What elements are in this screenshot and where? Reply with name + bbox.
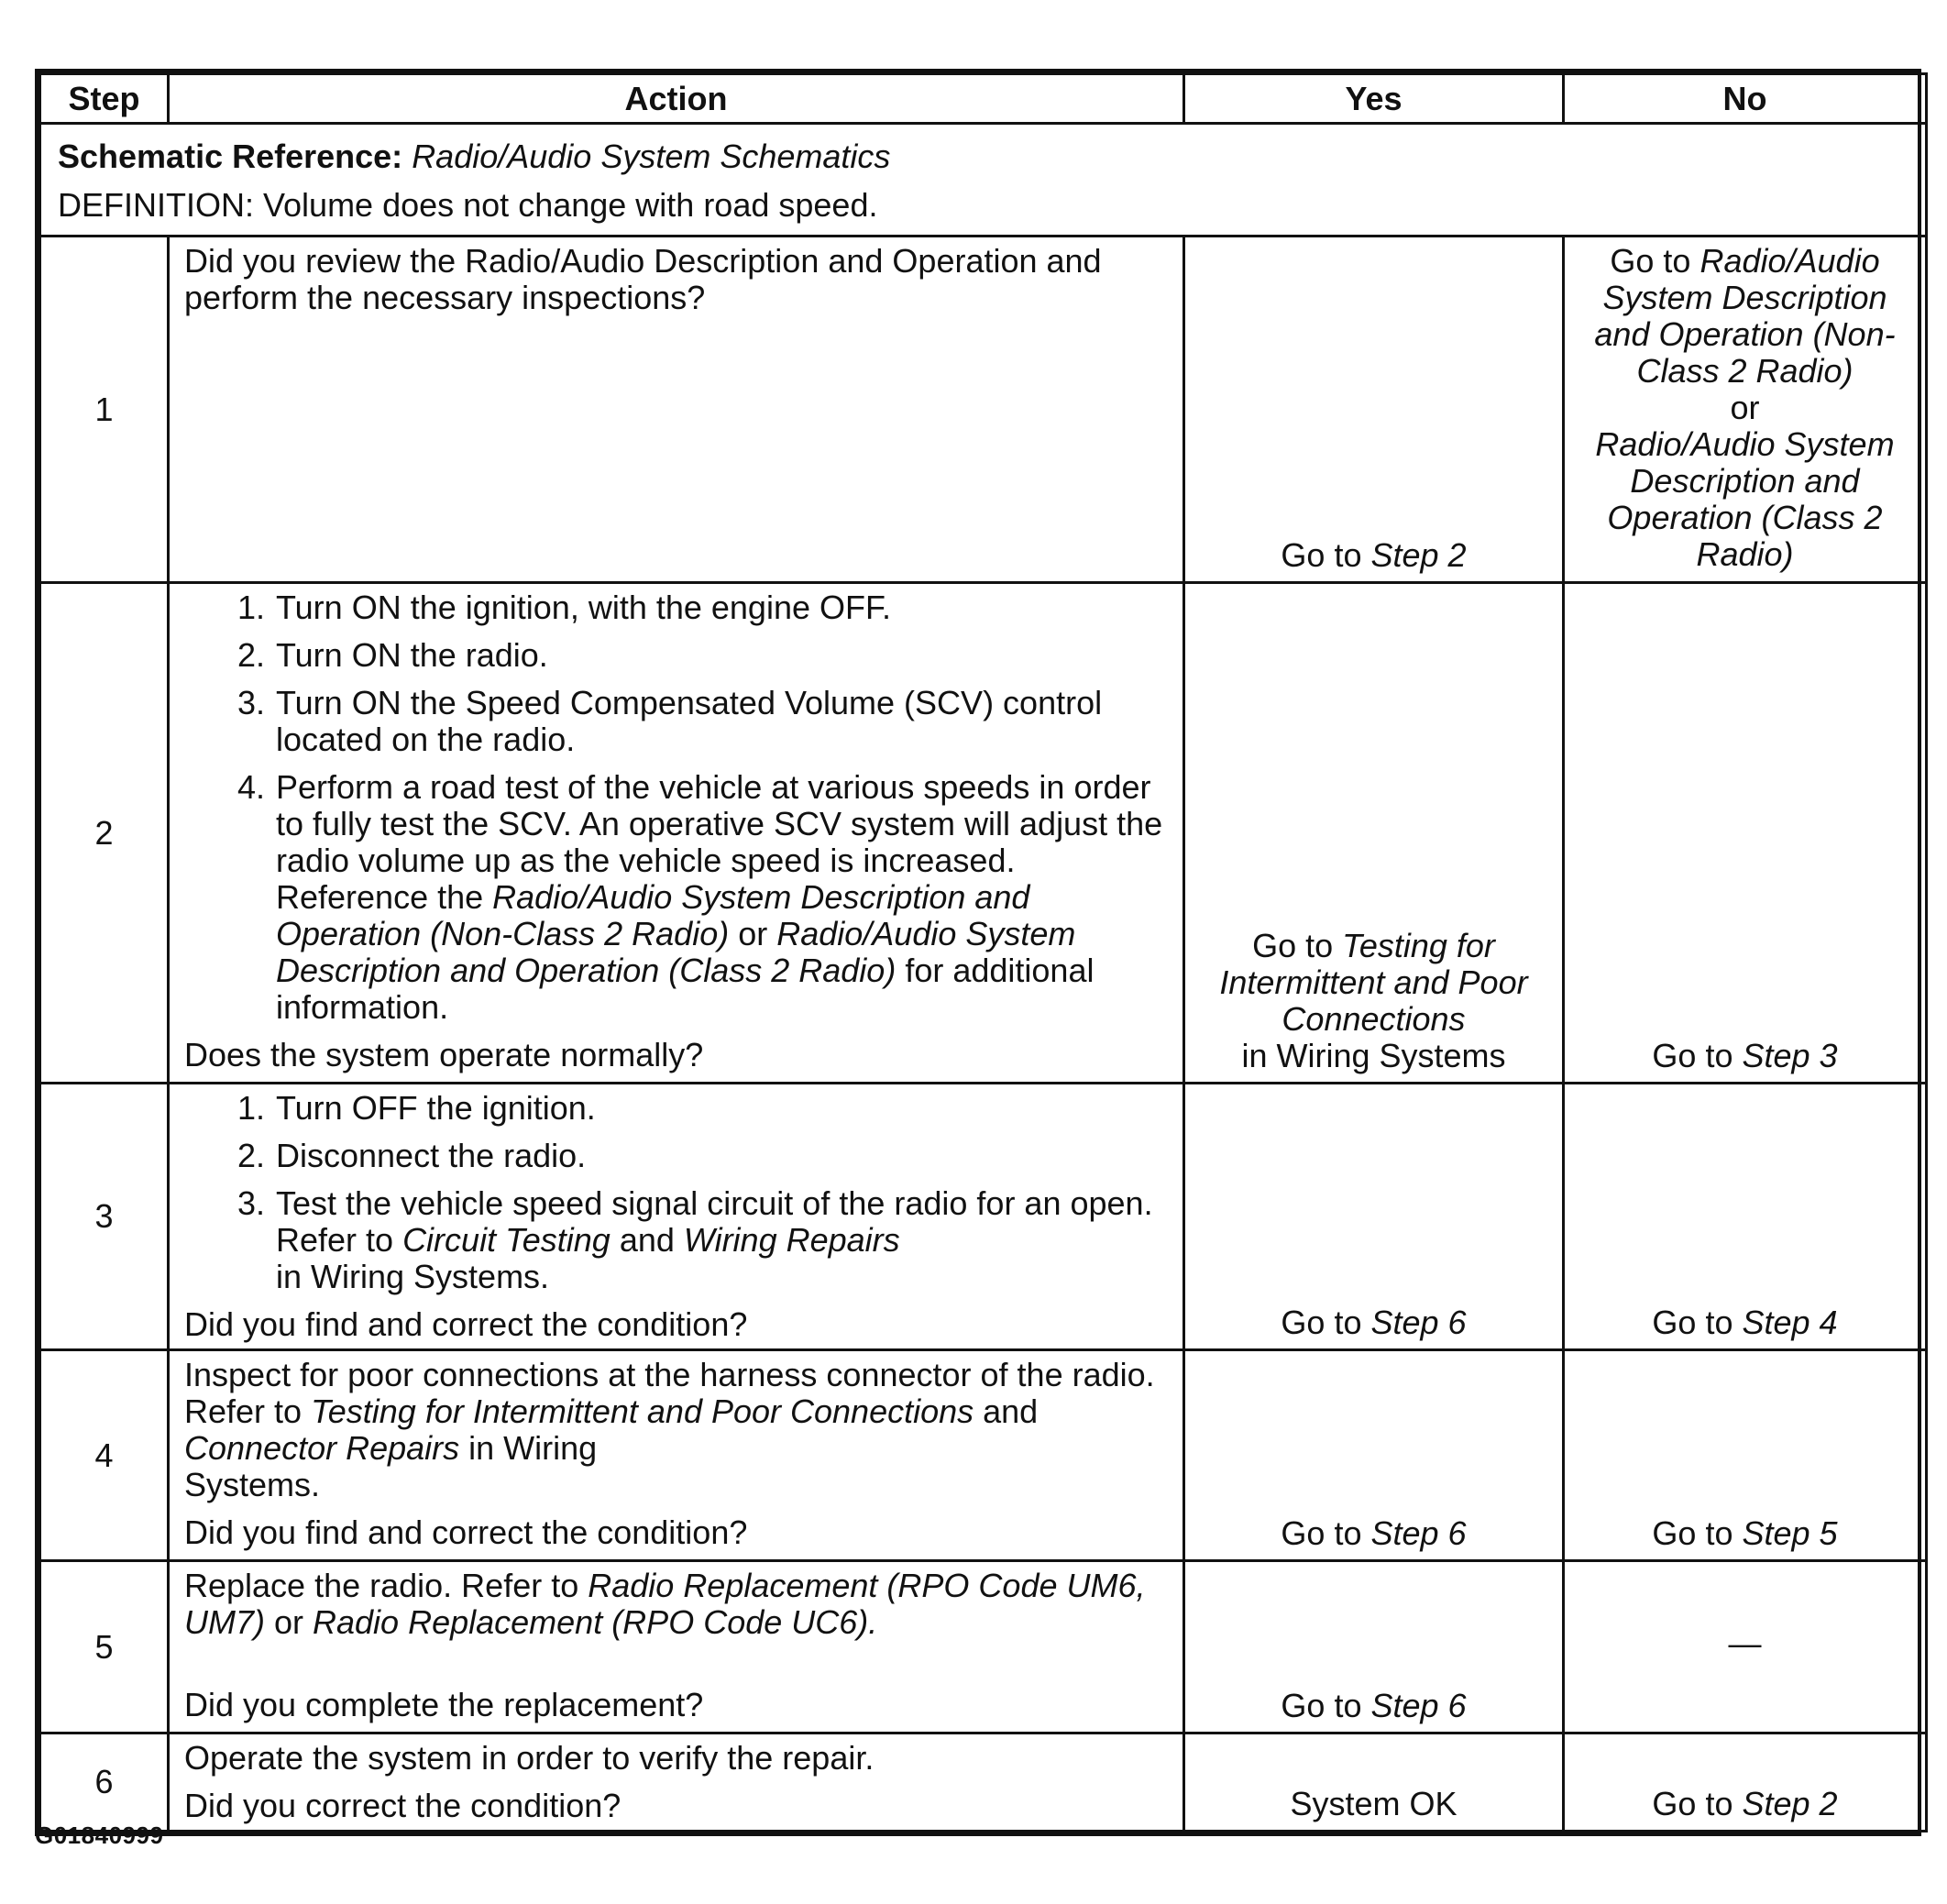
action-question: Did you review the Radio/Audio Description and Operation and perform the necessary inspections? [184,242,1102,316]
yes-step-link[interactable]: Step 6 [1370,1514,1467,1552]
no-cell [1564,1084,1927,1350]
yes-text: Go to [1281,1514,1371,1552]
no-cell [1564,583,1927,1084]
step-number: 6 [40,1733,169,1832]
action-list [184,589,1168,1026]
action-question: Does the system operate normally? [184,1036,704,1073]
list-item: 2. Turn ON the radio. [237,636,548,674]
step-number: 2 [40,583,169,1084]
step-number: 1 [40,237,169,583]
no-step-link[interactable]: Step 2 [1742,1785,1838,1822]
yes-text: Go to [1281,1304,1371,1341]
no-cell [1564,1733,1927,1832]
yes-suffix: in Wiring Systems [1241,1037,1506,1074]
action-cell [169,1350,1184,1561]
reference-link[interactable]: Wiring Repairs [683,1221,900,1259]
yes-cell [1184,583,1564,1084]
reference-link[interactable]: Radio/Audio System Description and Operation (Non-Class 2 Radio) [276,878,1030,952]
table-row [40,1350,1927,1561]
step-column-header: Step [40,74,169,124]
action-cell [169,1084,1184,1350]
no-cell [1564,1350,1927,1561]
table-row [40,1561,1927,1733]
list-item: 1. Turn ON the ignition, with the engine OFF. [237,589,891,626]
no-step-link[interactable]: Step 3 [1742,1037,1838,1074]
yes-cell [1184,1350,1564,1561]
yes-step-link[interactable]: Step 2 [1370,536,1467,574]
action-list [184,1090,1168,1295]
action-text: Operate the system in order to verify the repair. [184,1739,874,1777]
list-item: 2. Disconnect the radio. [237,1137,587,1174]
no-or-text: or [1730,389,1760,426]
reference-link[interactable]: Testing for Intermittent and Poor Connections [311,1392,974,1430]
step-number: 5 [40,1561,169,1733]
no-link-class2[interactable]: Radio/Audio System Description and Operation (Class 2 Radio) [1595,425,1895,573]
list-item: 3. Turn ON the Speed Compensated Volume (SCV) control located on the radio. [237,684,1103,758]
table-row [40,583,1927,1084]
action-cell [169,583,1184,1084]
action-column-header: Action [169,74,1184,124]
no-text: Go to [1652,1037,1743,1074]
action-question: Did you correct the condition? [184,1787,622,1824]
no-text: Go to [1652,1304,1743,1341]
no-text: Go to [1652,1785,1743,1822]
no-cell [1564,1561,1927,1733]
action-cell [169,237,1184,583]
yes-text: System OK [1290,1785,1458,1822]
reference-link[interactable]: Connector Repairs [184,1429,460,1467]
yes-text: Go to [1281,1687,1371,1724]
action-question: Did you complete the replacement? [184,1686,704,1723]
action-text: Replace the radio. Refer to Radio Replacement (RPO Code UM6, UM7) or Radio Replacement (RPO Code UC6). [184,1567,1146,1641]
action-question: Did you find and correct the condition? [184,1305,748,1343]
yes-cell [1184,237,1564,583]
table-row [40,237,1927,583]
yes-text: Go to [1252,927,1343,964]
step-number: 3 [40,1084,169,1350]
no-text: Go to [1610,242,1700,280]
action-cell [169,1733,1184,1832]
yes-step-link[interactable]: Step 6 [1370,1687,1467,1724]
table-row [40,1084,1927,1350]
no-link-non-class2[interactable]: Radio/Audio System Description and Operation (Non-Class 2 Radio) [1594,242,1896,390]
list-item: 4. Perform a road test of the vehicle at various speeds in order to fully test the SCV. An operative SCV system will adjust the radio volume up as the vehicle speed is increased. Reference the Radio/Audio System Description and Operation (Non-Class 2 Radio) or Radio/Audio System Description and Operation (Class 2 Radio) for additional information. [237,768,1163,1026]
yes-step-link[interactable]: Step 6 [1370,1304,1467,1341]
reference-link[interactable]: Radio Replacement (RPO Code UC6). [313,1603,878,1641]
no-text: Go to [1652,1514,1743,1552]
yes-cell [1184,1733,1564,1832]
yes-link[interactable]: Testing for Intermittent and Poor Connections [1219,927,1528,1038]
figure-code: G01840999 [35,1821,164,1849]
action-cell [169,1561,1184,1733]
yes-column-header: Yes [1184,74,1564,124]
step-number: 4 [40,1350,169,1561]
no-step-link[interactable]: Step 4 [1742,1304,1838,1341]
yes-cell [1184,1561,1564,1733]
header-row [40,74,1927,124]
reference-link[interactable]: Radio/Audio System Description and Operation (Class 2 Radio) [276,915,1076,989]
no-cell [1564,237,1927,583]
action-text: Inspect for poor connections at the harness connector of the radio. Refer to Testing for Intermittent and Poor Connections and Connector Repairs in Wiring Systems. [184,1356,1155,1503]
reference-link[interactable]: Radio Replacement (RPO Code UM6, UM7) [184,1567,1146,1641]
table-row [40,1733,1927,1832]
list-item: 1. Turn OFF the ignition. [237,1089,596,1127]
action-question: Did you find and correct the condition? [184,1513,748,1551]
schematic-reference-link[interactable]: Radio/Audio System Schematics [412,138,891,175]
yes-cell [1184,1084,1564,1350]
no-dash: — [1728,1623,1762,1662]
no-step-link[interactable]: Step 5 [1742,1514,1838,1552]
diagnostic-table [35,69,1921,1836]
no-column-header: No [1564,74,1927,124]
schematic-reference [58,132,1908,181]
definition: DEFINITION: Volume does not change with road speed. [58,186,878,224]
list-item: 3. Test the vehicle speed signal circuit of the radio for an open. Refer to Circuit Testing and Wiring Repairs in Wiring Systems. [237,1184,1153,1295]
reference-link[interactable]: Circuit Testing [402,1221,610,1259]
yes-text: Go to [1281,536,1371,574]
schematic-reference-label: Schematic Reference: [58,138,403,175]
reference-row [40,124,1927,237]
